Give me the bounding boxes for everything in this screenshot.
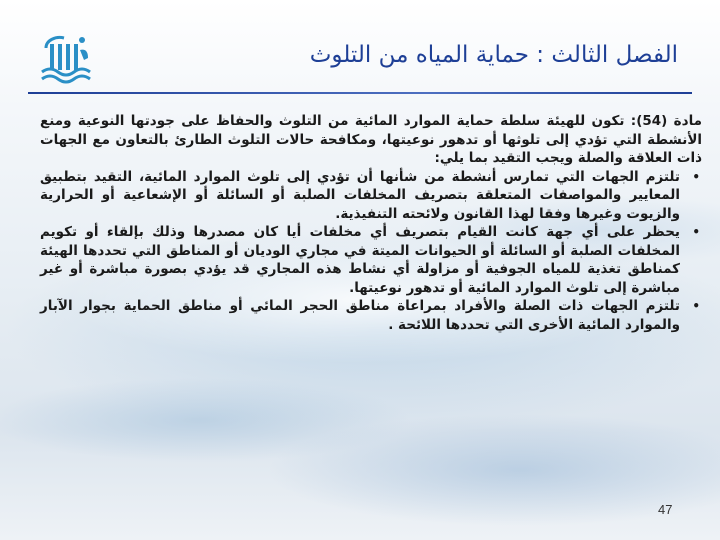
bullet-icon: • <box>692 225 700 239</box>
slide-title: الفصل الثالث : حماية المياه من التلوث <box>309 42 678 68</box>
bullet-text: تلتزم الجهات ذات الصلة والأفراد بمراعاة مناطق الحجر المائي أو مناطق الحماية بجوار الآبار والموارد المائية الأخرى التي تحددها اللائحة . <box>40 298 680 333</box>
bullet-text: يحظر على أي جهة كانت القيام بتصريف أي مخلفات أيا كان مصدرها وذلك بإلقاء أو تكويم المخلفات الصلبة أو السائلة أو الحيوانات الميتة في مجاري الوديان أو المناطق التي تحددها الهيئة كمناطق تغذية للمياه الجوفية أو مزاولة أي نشاط هذه المجاري قد يؤدي بصورة مباشرة أو غير مباشرة إلى تلوث الموارد المائية أو تدهور نوعيتها. <box>40 224 680 296</box>
slide-header <box>28 22 692 96</box>
bullet-text: تلتزم الجهات التي تمارس أنشطة من شأنها أن تؤدي إلى تلوث الموارد المائية، التقيد بتطبيق المعايير والمواصفات المتعلقة بتصريف المخلفات الصلبة أو السائلة أو الإشعاعية أو الحرارية والزيوت وغيرها وفقا لهذا القانون ولائحته التنفيذية. <box>40 168 680 222</box>
bullet-icon: • <box>692 299 700 313</box>
water-authority-logo-icon <box>36 28 98 90</box>
bullet-list <box>40 168 702 335</box>
list-item <box>40 223 700 297</box>
bullet-icon: • <box>692 169 700 184</box>
slide-body <box>40 112 702 334</box>
list-item <box>40 168 700 224</box>
title-divider <box>28 92 692 94</box>
list-item <box>40 297 700 334</box>
page-number: 47 <box>658 502 673 517</box>
article-paragraph: مادة (54): تكون للهيئة سلطة حماية الموارد المائية من التلوث والحفاظ على جودتها النوعية ومنع الأنشطة التي تؤدي إلى تلوثها أو تدهور نوعيتها، ومكافحة حالات التلوث الطارئ بالتعاون مع الجهات ذات العلاقة والصلة ويجب التقيد بما يلي: <box>40 113 702 166</box>
